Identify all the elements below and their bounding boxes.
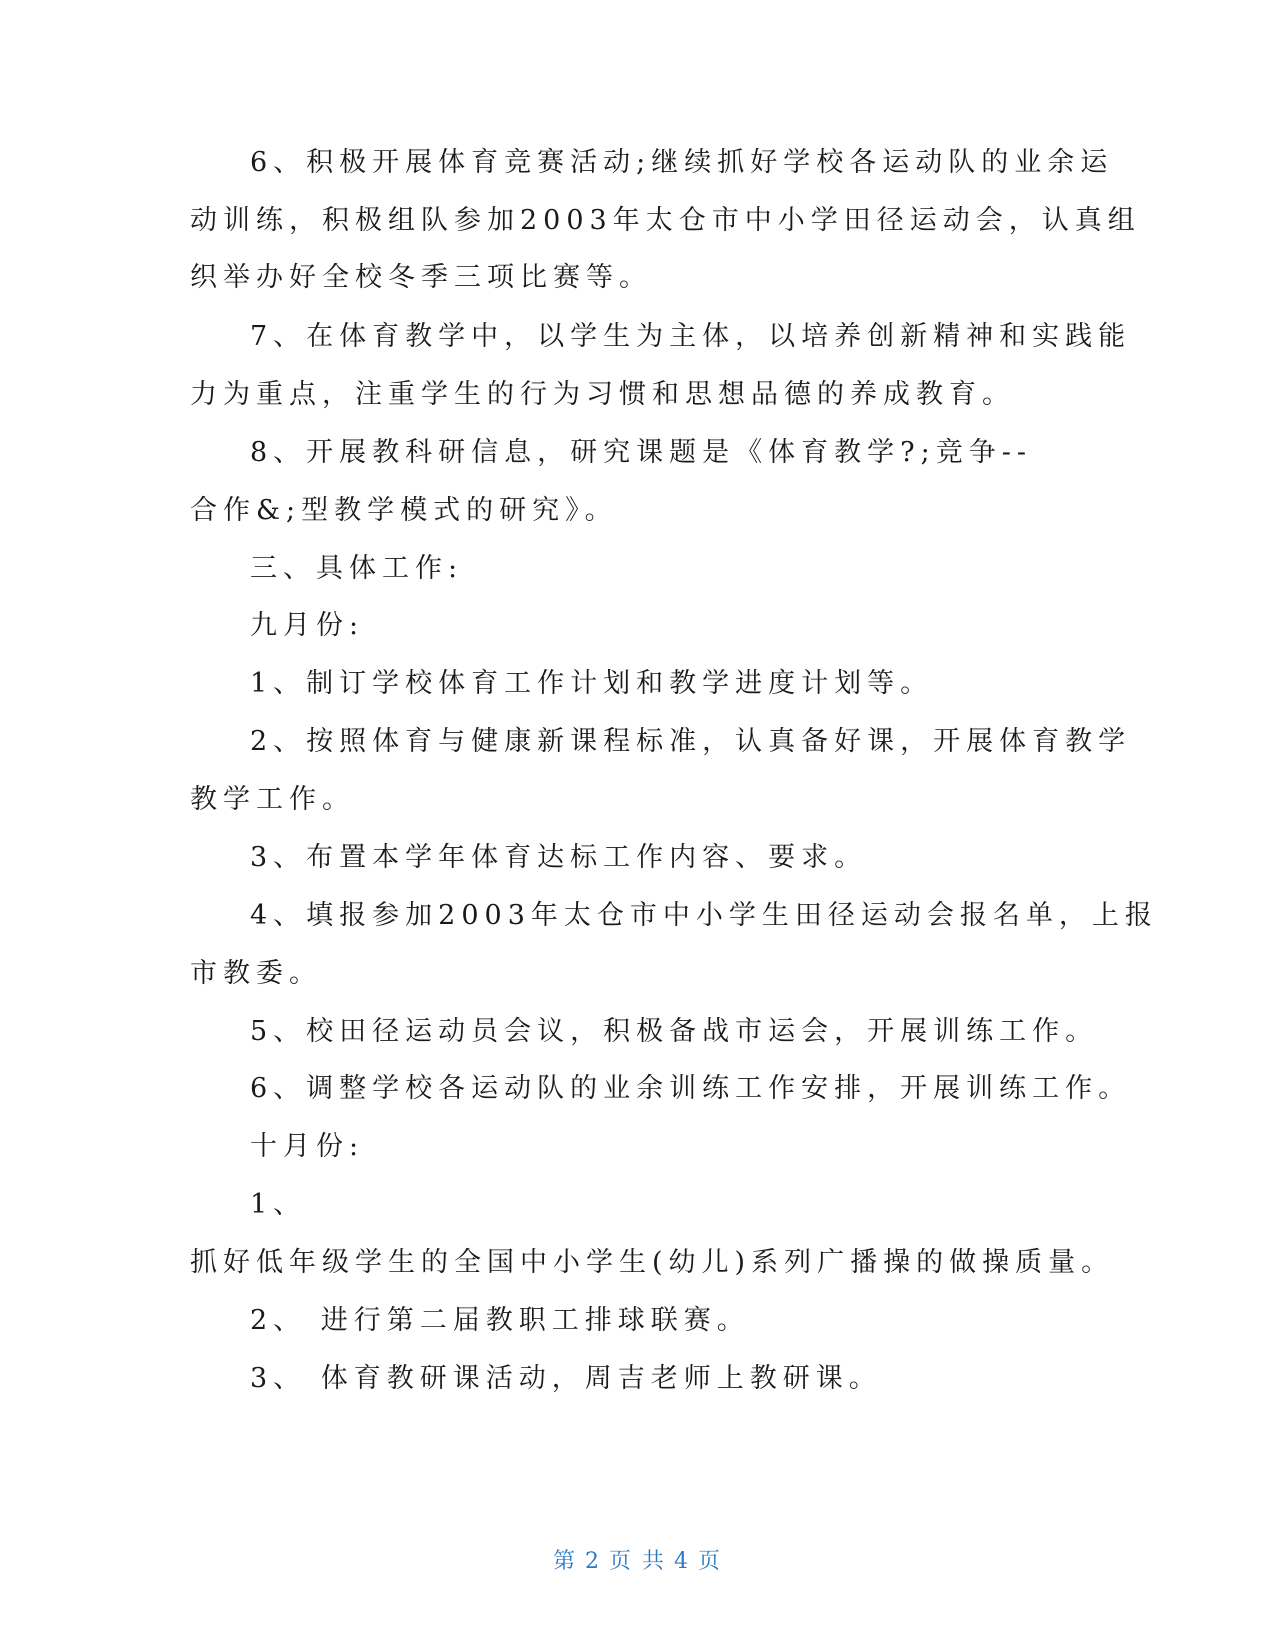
text-line-16: 5、校田径运动员会议，积极备战市运会，开展训练工作。	[250, 1016, 1099, 1047]
text-line-7: 合作&;型教学模式的研究》。	[190, 495, 618, 526]
text-line-17: 6、调整学校各运动队的业余训练工作安排，开展训练工作。	[250, 1073, 1132, 1104]
footer-prefix: 第	[552, 1549, 577, 1574]
text-line-15: 市教委。	[190, 958, 322, 989]
text-line-13: 3、布置本学年体育达标工作内容、要求。	[250, 842, 868, 873]
text-line-5: 力为重点，注重学生的行为习惯和思想品德的养成教育。	[190, 379, 1015, 410]
text-line-21: 2、 进行第二届教职工排球联赛。	[250, 1305, 750, 1336]
footer-page-number: 2	[585, 1549, 601, 1574]
text-line-19: 1、	[250, 1189, 307, 1220]
footer-suffix: 页	[698, 1549, 723, 1574]
footer-middle: 页 共	[609, 1549, 666, 1574]
text-line-10: 1、制订学校体育工作计划和教学进度计划等。	[250, 668, 934, 699]
month-heading-october: 十月份:	[250, 1131, 365, 1162]
text-line-14: 4、填报参加2003年太仓市中小学生田径运动会报名单，上报	[250, 900, 1158, 931]
month-heading-september: 九月份:	[250, 610, 365, 641]
text-line-20: 抓好低年级学生的全国中小学生(幼儿)系列广播操的做操质量。	[190, 1247, 1115, 1278]
text-line-22: 3、 体育教研课活动，周吉老师上教研课。	[250, 1363, 882, 1394]
text-line-1: 6、积极开展体育竞赛活动;继续抓好学校各运动队的业余运	[250, 147, 1114, 178]
text-line-4: 7、在体育教学中，以学生为主体，以培养创新精神和实践能	[250, 321, 1132, 352]
text-line-6: 8、开展教科研信息，研究课题是《体育教学?;竞争--	[250, 437, 1032, 468]
text-line-3: 织举办好全校冬季三项比赛等。	[190, 262, 652, 293]
text-line-2: 动训练，积极组队参加2003年太仓市中小学田径运动会，认真组	[190, 205, 1141, 236]
text-line-11: 2、按照体育与健康新课程标准，认真备好课，开展体育教学	[250, 726, 1132, 757]
text-line-12: 教学工作。	[190, 784, 355, 815]
page-footer	[0, 1544, 1275, 1575]
footer-total-pages: 4	[674, 1549, 690, 1574]
section-heading: 三、具体工作:	[250, 553, 464, 584]
